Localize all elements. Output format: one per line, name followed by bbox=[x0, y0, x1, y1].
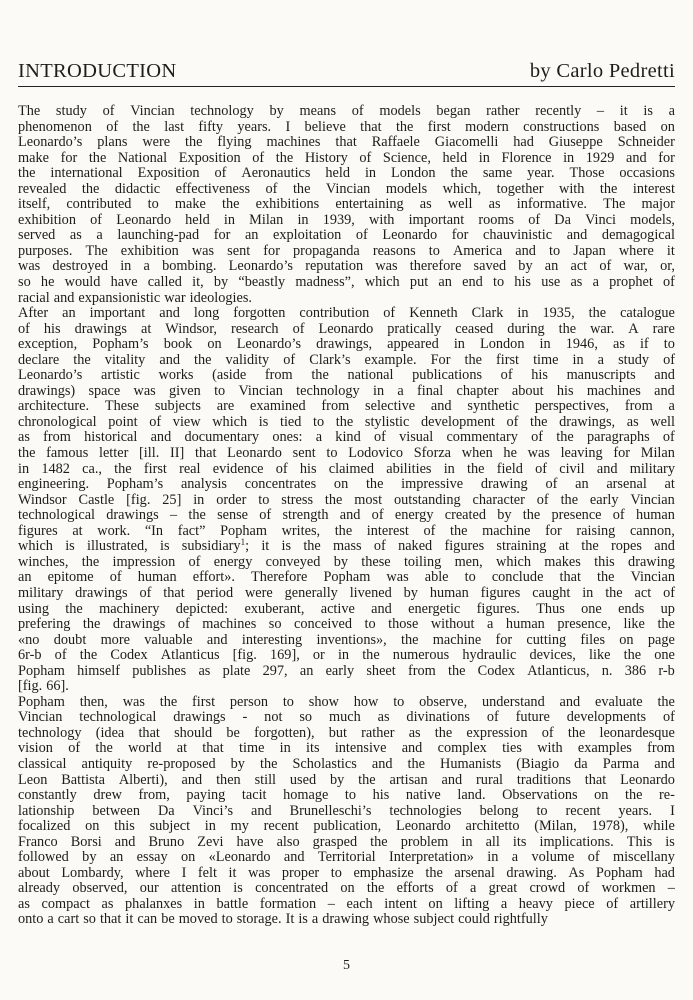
text-line: engineering. Popham’s analysis concentrates on the impressive drawing of an arsenal at bbox=[18, 476, 675, 493]
text-line: Leonardo’s artistic works (aside from the national publications of his manuscripts and bbox=[18, 367, 675, 384]
header-rule bbox=[18, 86, 675, 87]
text-line: followed by an essay on «Leonardo and Territorial Interpretation» in a volume of miscellany bbox=[18, 849, 675, 866]
text-line: constantly drew from, paying tacit homage to his native land. Observations on the re- bbox=[18, 787, 675, 804]
body-text bbox=[18, 104, 675, 928]
text-line: military drawings of that period were generally livened by human figures caught in the act of bbox=[18, 584, 675, 601]
text-line: Popham himself publishes as plate 297, an early sheet from the Codex Atlanticus, n. 386 r-b bbox=[18, 662, 675, 679]
text-line: prefering the drawings of machines so conceived to those without a human presence, like the bbox=[18, 616, 675, 633]
text-line: itself, contributed to make the exhibitions entertaining as well as informative. The major bbox=[18, 196, 675, 213]
section-title: INTRODUCTION bbox=[18, 60, 177, 82]
text-line: chronological point of view which is tied to the stylistic development of the drawings, as well bbox=[18, 413, 675, 430]
text-line: the international Exposition of Aeronautics held in London the same year. Those occasions bbox=[18, 165, 675, 182]
text-line: in 1482 ca., the first real evidence of his claimed abilities in the field of civil and military bbox=[18, 460, 675, 477]
page-number: 5 bbox=[343, 958, 350, 973]
text-line: which is illustrated, is subsidiary$^1$; it is the mass of naked figures straining at the ropes and bbox=[18, 537, 675, 555]
text-line: drawings) space was given to Vincian technology in a final chapter about his machines and bbox=[18, 382, 675, 399]
text-line: Leonardo’s plans were the flying machines that Raffaele Giacomelli had Giuseppe Schneider bbox=[18, 134, 675, 151]
paragraph bbox=[18, 306, 675, 695]
text-line: Leon Battista Alberti), and then still used by the artisan and rural traditions that Leonardo bbox=[18, 771, 675, 788]
text-line: served as a launching-pad for an exploitation of Leonardo for chauvinistic and demagogical bbox=[18, 227, 675, 244]
paragraph bbox=[18, 695, 675, 928]
text-line: architecture. These subjects are examined from selective and synthetic perspectives, from a bbox=[18, 398, 675, 415]
text-line: [fig. 66]. bbox=[18, 678, 69, 695]
text-line: «no doubt more valuable and interesting inventions», the machine for cutting files on page bbox=[18, 631, 675, 648]
text-line: technology (idea that should be forgotten), but rather as the expression of the leonardesque bbox=[18, 724, 675, 741]
text-line: phenomenon of the last fifty years. I believe that the first modern constructions based on bbox=[18, 118, 675, 135]
text-line: Popham then, was the first person to show how to observe, understand and evaluate the bbox=[18, 693, 675, 710]
text-line: so he would have called it, by “beastly madness”, which put an end to his use as a prophet of bbox=[18, 274, 675, 291]
text-line: onto a cart so that it can be moved to storage. It is a drawing whose subject could rightfully bbox=[18, 911, 548, 928]
text-line: lationship between Da Vinci’s and Brunelleschi’s technologies belong to recent years. I bbox=[18, 802, 675, 819]
text-line: make for the National Exposition of the History of Science, held in Florence in 1929 and for bbox=[18, 149, 675, 166]
text-line: technological drawings – the sense of strength and of energy created by the presence of human bbox=[18, 507, 675, 524]
text-line: the famous letter [ill. II] that Leonardo sent to Lodovico Sforza when he was leaving for Milan bbox=[18, 445, 675, 462]
text-line: figures at work. “In fact” Popham writes, the interest of the machine for raising cannon, bbox=[18, 522, 675, 539]
running-header bbox=[18, 60, 675, 83]
text-line: exhibition of Leonardo held in Milan in 1939, with important rooms of Da Vinci models, bbox=[18, 211, 675, 228]
text-line: purposes. The exhibition was sent for propaganda reasons to America and to Japan where it bbox=[18, 242, 675, 259]
text-line: was destroyed in a bombing. Leonardo’s reputation was therefore saved by an act of war, or, bbox=[18, 258, 675, 275]
text-line: Windsor Castle [fig. 25] in order to stress the most outstanding character of the early Vincian bbox=[18, 491, 675, 508]
text-line: vision of the world at that time in its intensive and complex ties with examples from bbox=[18, 740, 675, 757]
text-line: After an important and long forgotten contribution of Kenneth Clark in 1935, the catalogue bbox=[18, 305, 675, 322]
text-line: focalized on this subject in my recent publication, Leonardo architetto (Milan, 1978), while bbox=[18, 818, 675, 835]
text-line: already observed, our attention is concentrated on the efforts of a great crowd of workmen – bbox=[18, 880, 675, 897]
text-line: 6r-b of the Codex Atlanticus [fig. 169], or in the numerous hydraulic devices, like the one bbox=[18, 647, 675, 664]
text-line: revealed the didactic effectiveness of the Vincian models which, together with the interest bbox=[18, 180, 675, 197]
text-line: of his drawings at Windsor, research of Leonardo pratically ceased during the war. A rare bbox=[18, 320, 675, 337]
text-line: Vincian technological drawings - not so much as divinations of future developments of bbox=[18, 709, 675, 726]
text-line: classical antiquity re-proposed by the Scholastics and the Humanists (Biagio da Parma and bbox=[18, 755, 675, 772]
text-line: Franco Borsi and Bruno Zevi have also grasped the problem in all its implications. This is bbox=[18, 833, 675, 850]
text-line: using the machinery depicted: exuberant, active and energetic figures. Thus one ends up bbox=[18, 600, 675, 617]
text-line: an epitome of human effort». Therefore Popham was able to conclude that the Vincian bbox=[18, 569, 675, 586]
text-line: as from historical and documentary ones: a kind of visual commentary of the paragraphs of bbox=[18, 429, 675, 446]
text-line: The study of Vincian technology by means of models began rather recently – it is a bbox=[18, 103, 675, 119]
text-line: about Lombardy, where I felt it was proper to emphasize the arsenal drawing. As Popham had bbox=[18, 864, 675, 881]
text-line: declare the vitality and the validity of Clark’s example. For the first time in a study of bbox=[18, 351, 675, 368]
text-line: winches, the impression of energy conveyed by these toiling men, which makes this drawing bbox=[18, 553, 675, 570]
paragraph bbox=[18, 104, 675, 306]
text-line: as compact as phalanxes in battle formation – each intent on lifting a heavy piece of artillery bbox=[18, 895, 675, 912]
text-line: exception, Popham’s book on Leonardo’s drawings, appeared in London in 1946, as if to bbox=[18, 336, 675, 353]
text-line: racial and expansionistic war ideologies. bbox=[18, 289, 252, 306]
author-credit: by Carlo Pedretti bbox=[529, 60, 675, 82]
